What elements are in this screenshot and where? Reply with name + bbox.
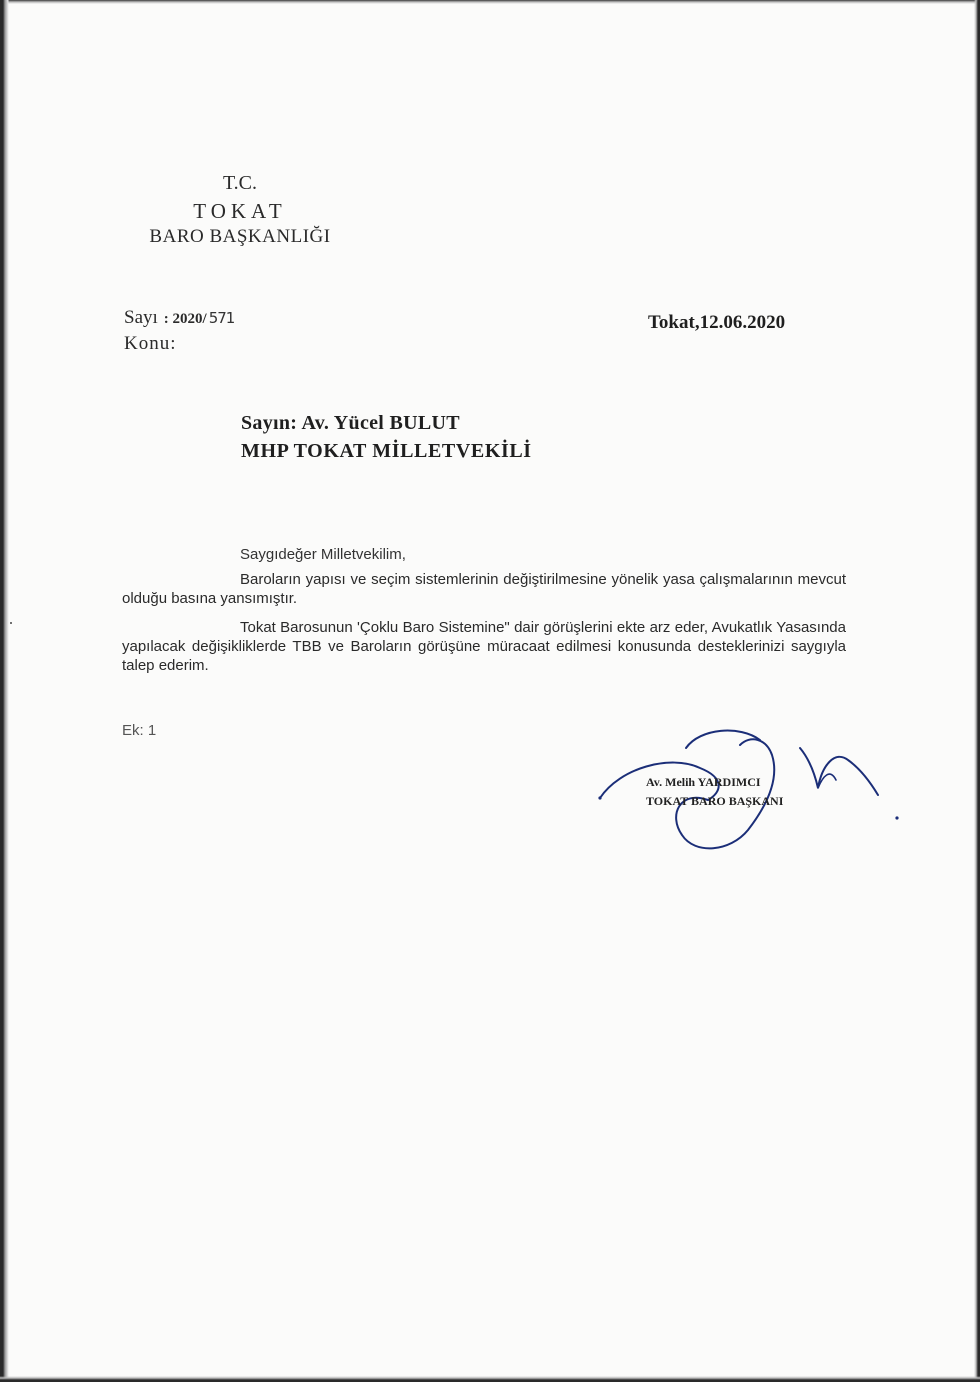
body-paragraph-2: Tokat Barosunun 'Çoklu Baro Sistemine" dair görüşlerini ekte arz eder, Avukatlık Yasasında yapılacak değişikliklerde TBB ve Baroların görüşüne müracaat edilmesi konusunda desteklerinizi saygıyla talep ederim. (122, 619, 846, 674)
scan-edge-top (0, 0, 980, 4)
addressee-name: Sayın: Av. Yücel BULUT (241, 412, 460, 434)
reference-number-row (124, 307, 234, 329)
document-date: Tokat,12.06.2020 (648, 312, 786, 333)
reference-number-label: Sayı (124, 307, 158, 328)
scan-edge-right (974, 0, 980, 1382)
salutation: Saygıdeğer Milletvekilim, (240, 546, 406, 563)
signatory-name: Av. Melih YARDIMCI (646, 775, 761, 789)
reference-number-value: : 2020/ (163, 311, 207, 327)
scan-speck (10, 622, 12, 624)
header-city: TOKAT (193, 199, 287, 223)
header-organization: BARO BAŞKANLIĞI (149, 226, 331, 247)
subject-label: Konu: (124, 333, 177, 354)
body-paragraph-1: Baroların yapısı ve seçim sistemlerinin değiştirilmesine yönelik yasa çalışmalarının mevcut olduğu basına yansımıştır. (122, 571, 846, 607)
handwritten-signature (590, 720, 910, 860)
attachment-note: Ek: 1 (122, 722, 157, 739)
handwritten-reference-number: 571 (208, 309, 235, 327)
signatory-title: TOKAT BARO BAŞKANI (646, 794, 784, 808)
header-country: T.C. (222, 172, 258, 194)
addressee-title: MHP TOKAT MİLLETVEKİLİ (241, 440, 532, 462)
scan-edge-left (0, 0, 9, 1382)
scan-edge-bottom (0, 1376, 980, 1382)
